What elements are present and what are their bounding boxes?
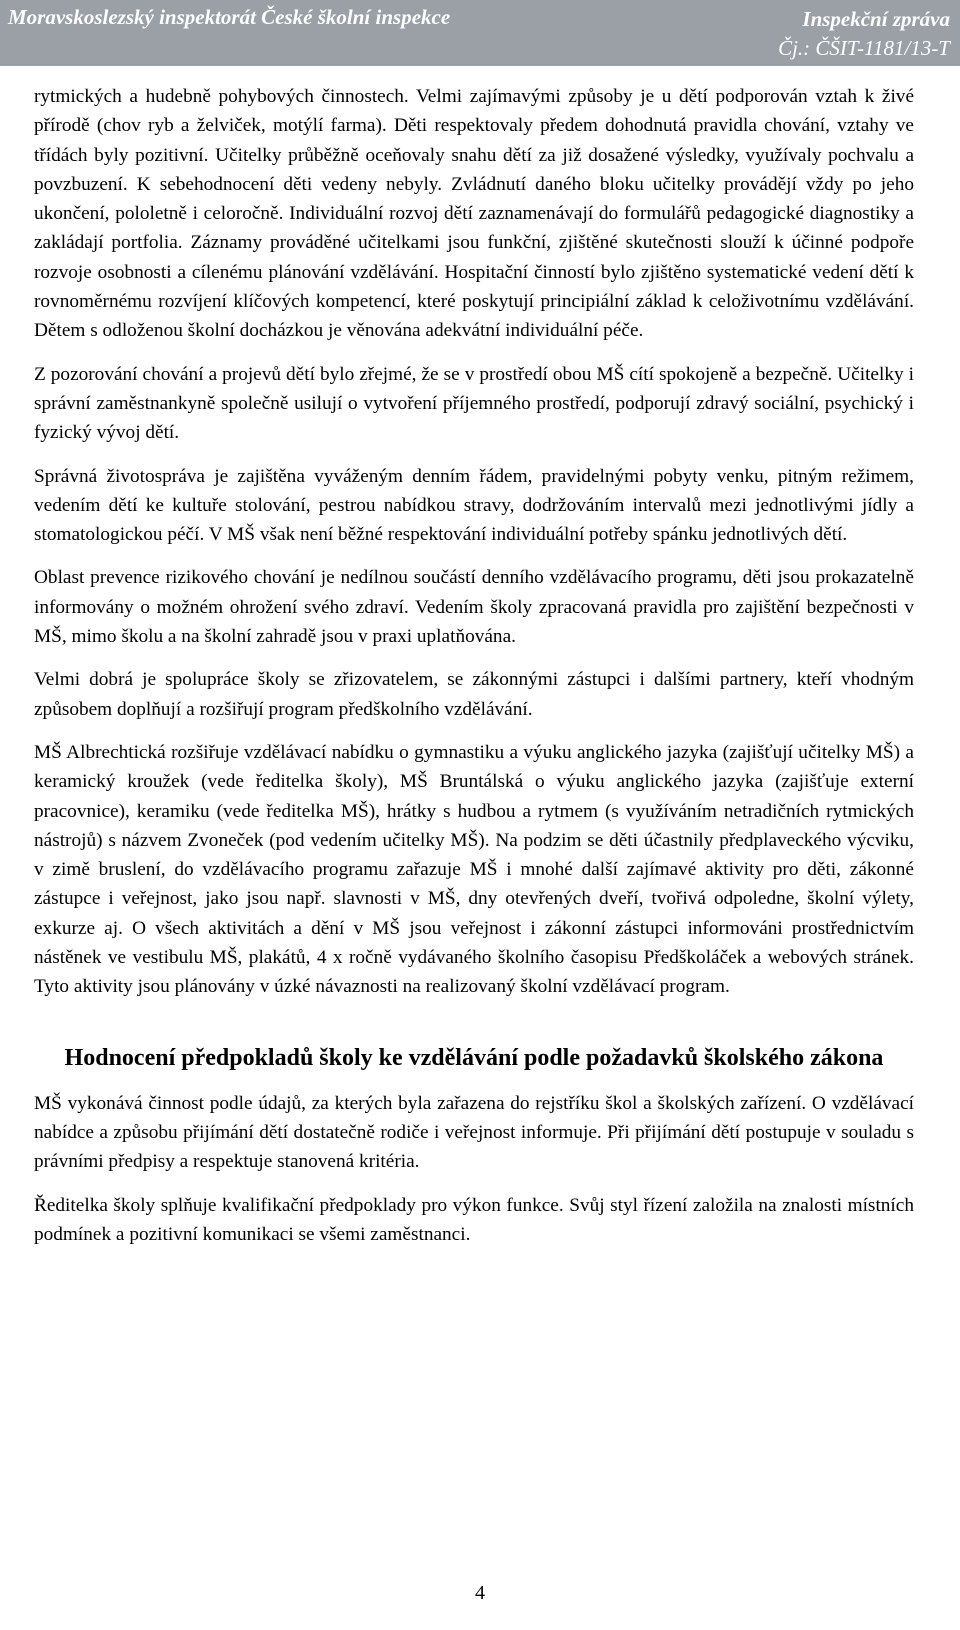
body-paragraph: Oblast prevence rizikového chování je nedílnou součástí denního vzdělávacího programu, děti jsou prokazatelně informovány o možném ohrožení svého zdraví. Vedením školy zpracovaná pravidla pro zajištění bezpečnosti v MŠ, mimo školu a na školní zahradě jsou v praxi uplatňována. bbox=[34, 567, 914, 648]
body-paragraph: Z pozorování chování a projevů dětí bylo zřejmé, že se v prostředí obou MŠ cítí spokojeně a bezpečně. Učitelky i správní zaměstnankyně společně usilují o vytvoření příjemného prostředí, podporují zdravý sociální, psychický i fyzický vývoj dětí. bbox=[34, 363, 914, 444]
body-paragraph: Správná životospráva je zajištěna vyváženým denním řádem, pravidelnými pobyty venku, pitným režimem, vedením dětí ke kultuře stolování, pestrou nabídkou stravy, dodržováním intervalů mezi jednotlivými jídly a stomatologickou péčí. V MŠ však není běžné respektování individuální potřeby spánku jednotlivých dětí. bbox=[34, 465, 914, 546]
section-paragraph: MŠ vykonává činnost podle údajů, za kterých byla zařazena do rejstříku škol a školských zařízení. O vzdělávací nabídce a způsobu přijímání dětí dostatečně rodiče i veřejnost informuje. Při přijímání dětí postupuje v souladu s právními předpisy a respektuje stanovená kritéria. bbox=[34, 1092, 914, 1173]
page-header bbox=[0, 0, 960, 66]
body-paragraph: MŠ Albrechtická rozšiřuje vzdělávací nabídku o gymnastiku a výuku anglického jazyka (zajišťují učitelky MŠ) a keramický kroužek (vede ředitelka školy), MŠ Bruntálská o výuku anglického jazyka (zajišťuje externí pracovnice), keramiku (vede ředitelka MŠ), hrátky s hudbou a rytmem (s využíváním netradičních rytmických nástrojů) s názvem Zvoneček (pod vedením učitelky MŠ). Na podzim se děti účastnily předplaveckého výcviku, v zimě bruslení, do vzdělávacího programu zařazuje MŠ i mnohé další zajímavé aktivity pro děti, zákonné zástupce i veřejnost, jako jsou např. slavnosti v MŠ, dny otevřených dveří, tvořivá odpoledne, školní výlety, exkurze aj. O všech aktivitách a dění v MŠ jsou veřejnost i zákonní zástupci informováni prostřednictvím nástěnek ve vestibulu MŠ, plakátů, 4 x ročně vydávaného školního časopisu Předškoláček a webových stránek. Tyto aktivity jsou plánovány v úzké návaznosti na realizovaný školní vzdělávací program. bbox=[34, 741, 914, 998]
page-number: 4 bbox=[475, 1582, 485, 1604]
body-paragraph: Velmi dobrá je spolupráce školy se zřizovatelem, se zákonnými zástupci i dalšími partnery, kteří vhodným způsobem doplňují a rozšiřují program předškolního vzdělávání. bbox=[34, 669, 914, 720]
header-document-type: Inspekční zpráva bbox=[802, 7, 950, 31]
header-right-block bbox=[778, 5, 950, 63]
document-body bbox=[34, 82, 914, 1263]
body-paragraph: rytmických a hudebně pohybových činnostech. Velmi zajímavými způsoby je u dětí podporován vztah k živé přírodě (chov ryb a želviček, motýlí farma). Děti respektovaly předem dohodnutá pravidla chování, vztahy ve třídách byly pozitivní. Učitelky průběžně oceňovaly snahu dětí za již dosažené výsledky, využívaly pochvalu a povzbuzení. K sebehodnocení děti vedeny nebyly. Zvládnutí daného bloku učitelky provádějí vždy po jeho ukončení, pololetně i celoročně. Individuální rozvoj dětí zaznamenávají do formulářů pedagogické diagnostiky a zakládají portfolia. Záznamy prováděné učitelkami jsou funkční, zjištěné skutečnosti slouží k účinné podpoře rozvoje osobnosti a cílenému plánování vzdělávání. Hospitační činností bylo zjištěno systematické vedení dětí k rovnoměrnému rozvíjení klíčových kompetencí, které poskytují principiální základ k celoživotnímu vzdělávání. Dětem s odloženou školní docházkou je věnována adekvátní individuální péče. bbox=[34, 86, 914, 342]
header-document-id: Čj.: ČŠIT-1181/13-T bbox=[778, 36, 950, 60]
section-heading: Hodnocení předpokladů školy ke vzdělávání podle požadavků školského zákona bbox=[64, 1044, 884, 1071]
section-paragraph: Ředitelka školy splňuje kvalifikační předpoklady pro výkon funkce. Svůj styl řízení založila na znalosti místních podmínek a pozitivní komunikaci se všemi zaměstnanci. bbox=[34, 1194, 914, 1245]
header-organization: Moravskoslezský inspektorát České školní inspekce bbox=[8, 5, 451, 29]
